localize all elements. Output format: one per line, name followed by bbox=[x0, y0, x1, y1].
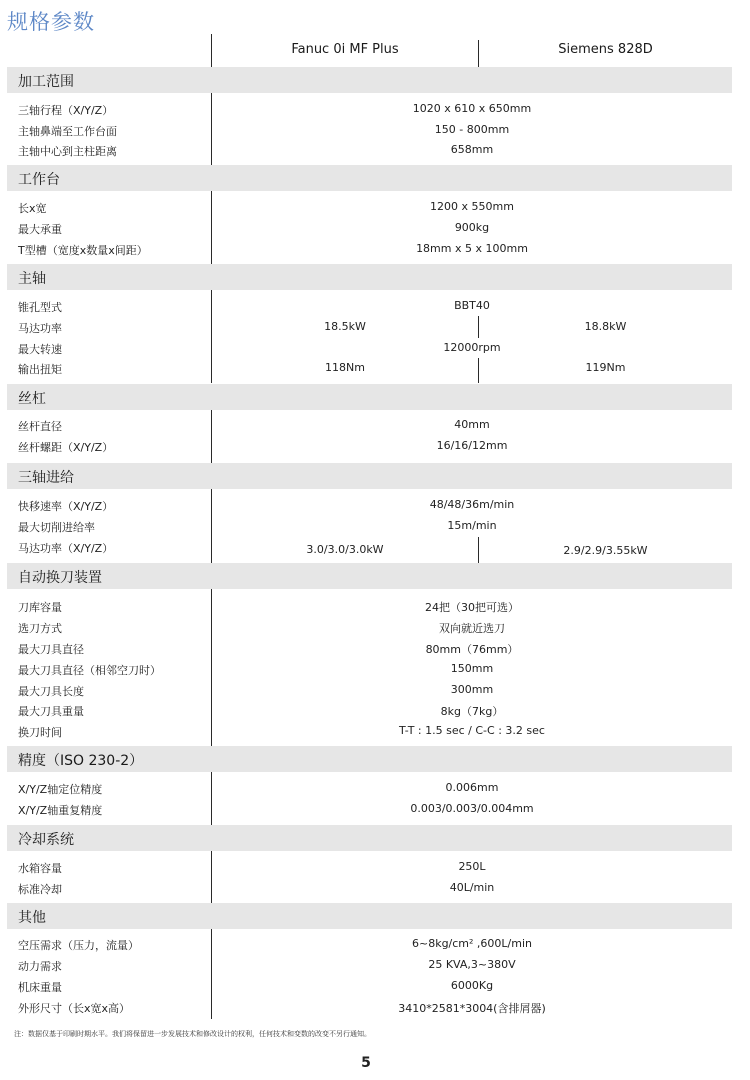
spec-row bbox=[0, 317, 732, 337]
page-title: 规格参数 bbox=[7, 10, 95, 34]
spec-label: X/Y/Z轴重复精度 bbox=[18, 804, 103, 817]
spec-row bbox=[0, 878, 732, 898]
spec-row bbox=[0, 700, 732, 720]
spec-label: 长x宽 bbox=[18, 202, 47, 215]
spec-row bbox=[0, 857, 732, 877]
spec-row bbox=[0, 778, 732, 798]
spec-label: 最大刀具直径 bbox=[18, 643, 84, 656]
spec-value: 18mm x 5 x 100mm bbox=[416, 242, 528, 255]
footnote: 注：数据仅基于印刷时期水平。我们将保留进一步发展技术和修改设计的权利，任何技术和变数的改变不另行通知。 bbox=[14, 1030, 371, 1038]
spec-row bbox=[0, 415, 732, 435]
spec-value: 1200 x 550mm bbox=[430, 200, 514, 213]
spec-label: 主轴鼻端至工作台面 bbox=[18, 125, 117, 138]
section-heading: 三轴进给 bbox=[18, 470, 74, 486]
spec-label: 锥孔型式 bbox=[18, 301, 62, 314]
spec-value: 40L/min bbox=[449, 881, 495, 894]
spec-label: 外形尺寸（长x宽x高） bbox=[18, 1002, 131, 1015]
spec-row bbox=[0, 721, 732, 741]
spec-row bbox=[0, 799, 732, 819]
spec-label: 主轴中心到主柱距离 bbox=[18, 145, 117, 158]
page-number: 5 bbox=[361, 1055, 371, 1071]
spec-row bbox=[0, 934, 732, 954]
section-heading: 工作台 bbox=[18, 172, 60, 188]
spec-row bbox=[0, 516, 732, 536]
section-accuracy bbox=[7, 746, 732, 772]
section-travel bbox=[7, 67, 732, 93]
spec-label: 丝杆直径 bbox=[18, 420, 62, 433]
section-heading: 其他 bbox=[18, 910, 46, 926]
spec-row bbox=[0, 617, 732, 637]
section-heading: 加工范围 bbox=[18, 74, 74, 90]
spec-value: 0.006mm bbox=[445, 781, 499, 794]
spec-row bbox=[0, 495, 732, 515]
section-atc bbox=[7, 563, 732, 589]
spec-label: 选刀方式 bbox=[18, 622, 62, 635]
spec-value: 3410*2581*3004(含排屑器) bbox=[398, 1002, 546, 1015]
section-heading: 精度（ISO 230-2） bbox=[18, 753, 144, 769]
spec-value: 150mm bbox=[450, 662, 494, 675]
spec-label: 水箱容量 bbox=[18, 862, 62, 875]
spec-label: 动力需求 bbox=[18, 960, 62, 973]
spec-value-siemens: 2.9/2.9/3.55kW bbox=[563, 544, 648, 557]
spec-value: 300mm bbox=[450, 683, 494, 696]
spec-label: 刀库容量 bbox=[18, 601, 62, 614]
divider bbox=[211, 34, 212, 67]
spec-label: 最大切削进给率 bbox=[18, 521, 95, 534]
spec-row bbox=[0, 976, 732, 996]
column-header bbox=[0, 34, 732, 67]
section-spindle bbox=[7, 264, 732, 290]
spec-row bbox=[0, 596, 732, 616]
spec-label: 最大刀具直径（相邻空刀时） bbox=[18, 664, 161, 677]
column-fanuc: Fanuc 0i MF Plus bbox=[291, 42, 399, 57]
spec-label: 标准冷却 bbox=[18, 883, 62, 896]
spec-row bbox=[0, 296, 732, 316]
spec-row bbox=[0, 99, 732, 119]
section-heading: 主轴 bbox=[18, 271, 46, 287]
spec-row bbox=[0, 997, 732, 1017]
spec-row bbox=[0, 436, 732, 456]
spec-value-fanuc: 3.0/3.0/3.0kW bbox=[306, 543, 384, 556]
section-other bbox=[7, 903, 732, 929]
spec-row bbox=[0, 120, 732, 140]
spec-value: 900kg bbox=[454, 221, 490, 234]
spec-value: 24把（30把可选） bbox=[425, 601, 519, 614]
spec-row bbox=[0, 680, 732, 700]
spec-value-siemens: 119Nm bbox=[585, 361, 626, 374]
spec-value: 40mm bbox=[454, 418, 490, 431]
spec-value: 15m/min bbox=[447, 519, 497, 532]
section-heading: 丝杠 bbox=[18, 391, 46, 407]
spec-label: 马达功率（X/Y/Z） bbox=[18, 542, 114, 555]
spec-label: 最大承重 bbox=[18, 223, 62, 236]
spec-value: 6~8kg/cm² ,600L/min bbox=[411, 937, 532, 950]
spec-label: 最大刀具长度 bbox=[18, 685, 84, 698]
spec-label: 最大转速 bbox=[18, 343, 62, 356]
divider bbox=[478, 40, 479, 67]
spec-value-siemens: 18.8kW bbox=[584, 320, 627, 333]
spec-label: 输出扭矩 bbox=[18, 363, 62, 376]
section-heading: 自动换刀装置 bbox=[18, 570, 102, 586]
spec-label: 三轴行程（X/Y/Z） bbox=[18, 104, 114, 117]
spec-label: X/Y/Z轴定位精度 bbox=[18, 783, 103, 796]
spec-label: 机床重量 bbox=[18, 981, 62, 994]
spec-label: 丝杆螺距（X/Y/Z） bbox=[18, 441, 114, 454]
spec-value: 658mm bbox=[450, 143, 494, 156]
spec-row bbox=[0, 358, 732, 378]
spec-row bbox=[0, 638, 732, 658]
spec-value: 1020 x 610 x 650mm bbox=[412, 102, 532, 115]
spec-value: 48/48/36m/min bbox=[429, 498, 515, 511]
spec-value-fanuc: 118Nm bbox=[325, 361, 365, 374]
section-table bbox=[7, 165, 732, 191]
spec-value: 80mm（76mm） bbox=[425, 643, 519, 656]
spec-value: 250L bbox=[458, 860, 486, 873]
spec-label: T型槽（宽度x数量x间距） bbox=[18, 244, 148, 257]
spec-value: 双向就近选刀 bbox=[439, 622, 505, 635]
spec-value: 150 - 800mm bbox=[434, 123, 510, 136]
spec-value-fanuc: 18.5kW bbox=[324, 320, 366, 333]
spec-row bbox=[0, 140, 732, 160]
spec-label: 快移速率（X/Y/Z） bbox=[18, 500, 114, 513]
spec-row bbox=[0, 239, 732, 259]
section-coolant bbox=[7, 825, 732, 851]
section-screw bbox=[7, 384, 732, 410]
spec-value: 0.003/0.003/0.004mm bbox=[410, 802, 534, 815]
spec-value: 8kg（7kg） bbox=[440, 705, 504, 718]
section-heading: 冷却系统 bbox=[18, 832, 74, 848]
spec-value: 6000Kg bbox=[450, 979, 494, 992]
spec-value: 25 KVA,3~380V bbox=[428, 958, 516, 971]
column-siemens: Siemens 828D bbox=[558, 42, 653, 57]
spec-label: 空压需求（压力，流量） bbox=[18, 939, 139, 952]
spec-row bbox=[0, 955, 732, 975]
spec-row bbox=[0, 537, 732, 557]
spec-label: 换刀时间 bbox=[18, 726, 62, 739]
section-feed bbox=[7, 463, 732, 489]
spec-label: 最大刀具重量 bbox=[18, 705, 84, 718]
spec-row bbox=[0, 659, 732, 679]
spec-row bbox=[0, 218, 732, 238]
spec-row bbox=[0, 197, 732, 217]
spec-value: T-T : 1.5 sec / C-C : 3.2 sec bbox=[399, 724, 545, 737]
spec-value: 12000rpm bbox=[443, 341, 501, 354]
spec-value: 16/16/12mm bbox=[436, 439, 508, 452]
spec-row bbox=[0, 338, 732, 358]
spec-label: 马达功率 bbox=[18, 322, 62, 335]
spec-value: BBT40 bbox=[454, 299, 490, 312]
